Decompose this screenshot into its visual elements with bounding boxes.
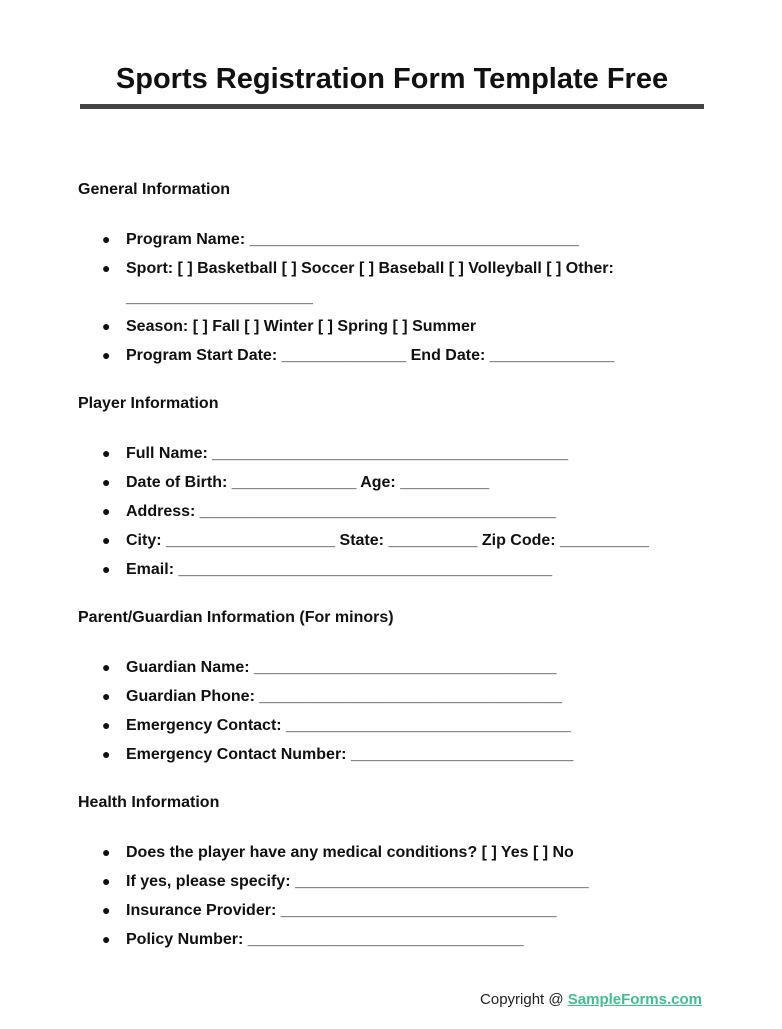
list-item bbox=[78, 867, 718, 896]
field-city-state-zip: City: ___________________ State: __________ Zip Code: __________ bbox=[126, 532, 650, 549]
player-info-list bbox=[78, 439, 718, 584]
bullet-icon: ● bbox=[102, 503, 111, 519]
field-emergency-contact: Emergency Contact: ________________________________ bbox=[126, 717, 571, 734]
form-body bbox=[78, 179, 718, 948]
list-item bbox=[78, 896, 718, 925]
list-item bbox=[78, 740, 718, 769]
health-info-list bbox=[78, 838, 718, 954]
bullet-icon: ● bbox=[102, 532, 111, 548]
bullet-icon: ● bbox=[102, 931, 111, 947]
list-item bbox=[78, 497, 718, 526]
section-heading-player: Player Information bbox=[78, 395, 219, 412]
list-item bbox=[78, 225, 718, 254]
bullet-icon: ● bbox=[102, 902, 111, 918]
bullet-icon: ● bbox=[102, 347, 111, 363]
bullet-icon: ● bbox=[102, 844, 111, 860]
field-insurance-provider: Insurance Provider: _______________________________ bbox=[126, 902, 557, 919]
list-item bbox=[78, 925, 718, 954]
list-item bbox=[78, 439, 718, 468]
copyright-text: Copyright @ bbox=[480, 991, 568, 1008]
field-email: Email: __________________________________________ bbox=[126, 561, 553, 578]
field-date-of-birth: Date of Birth: ______________ Age: __________ bbox=[126, 474, 490, 491]
brand-link[interactable]: SampleForms.com bbox=[567, 991, 702, 1008]
list-item bbox=[78, 653, 718, 682]
section-heading-health: Health Information bbox=[78, 794, 220, 811]
bullet-icon: ● bbox=[102, 260, 111, 276]
section-heading-general: General Information bbox=[78, 181, 231, 198]
guardian-info-list bbox=[78, 653, 718, 769]
list-item bbox=[78, 682, 718, 711]
bullet-icon: ● bbox=[102, 445, 111, 461]
field-program-dates: Program Start Date: ______________ End Date: ______________ bbox=[126, 347, 615, 364]
field-medical-conditions: Does the player have any medical conditions? [ ] Yes [ ] No bbox=[126, 844, 574, 861]
field-medical-specify: If yes, please specify: _________________________________ bbox=[126, 873, 589, 890]
field-policy-number: Policy Number: _______________________________ bbox=[126, 931, 524, 948]
bullet-icon: ● bbox=[102, 688, 111, 704]
field-emergency-contact-number: Emergency Contact Number: _________________________ bbox=[126, 746, 574, 763]
list-item bbox=[78, 711, 718, 740]
general-info-list bbox=[78, 225, 718, 370]
page-title: Sports Registration Form Template Free bbox=[115, 63, 669, 95]
field-sport: Sport: [ ] Basketball [ ] Soccer [ ] Baseball [ ] Volleyball [ ] Other: _____________________ bbox=[126, 260, 614, 306]
bullet-icon: ● bbox=[102, 318, 111, 334]
list-item bbox=[78, 555, 718, 584]
bullet-icon: ● bbox=[102, 231, 111, 247]
title-divider bbox=[80, 104, 704, 109]
list-item bbox=[78, 526, 718, 555]
bullet-icon: ● bbox=[102, 746, 111, 762]
field-program-name: Program Name: _____________________________________ bbox=[126, 231, 579, 248]
field-full-name: Full Name: ________________________________________ bbox=[126, 445, 569, 462]
bullet-icon: ● bbox=[102, 659, 111, 675]
field-address: Address: ________________________________________ bbox=[126, 503, 556, 520]
list-item bbox=[78, 468, 718, 497]
footer-copyright bbox=[480, 989, 702, 1011]
field-guardian-name: Guardian Name: __________________________________ bbox=[126, 659, 557, 676]
bullet-icon: ● bbox=[102, 474, 111, 490]
field-guardian-phone: Guardian Phone: __________________________________ bbox=[126, 688, 562, 705]
bullet-icon: ● bbox=[102, 717, 111, 733]
field-season: Season: [ ] Fall [ ] Winter [ ] Spring [ ] Summer bbox=[126, 318, 477, 335]
list-item bbox=[78, 254, 718, 312]
bullet-icon: ● bbox=[102, 873, 111, 889]
section-heading-guardian: Parent/Guardian Information (For minors) bbox=[78, 609, 394, 626]
list-item bbox=[78, 838, 718, 867]
list-item bbox=[78, 341, 718, 370]
bullet-icon: ● bbox=[102, 561, 111, 577]
list-item bbox=[78, 312, 718, 341]
